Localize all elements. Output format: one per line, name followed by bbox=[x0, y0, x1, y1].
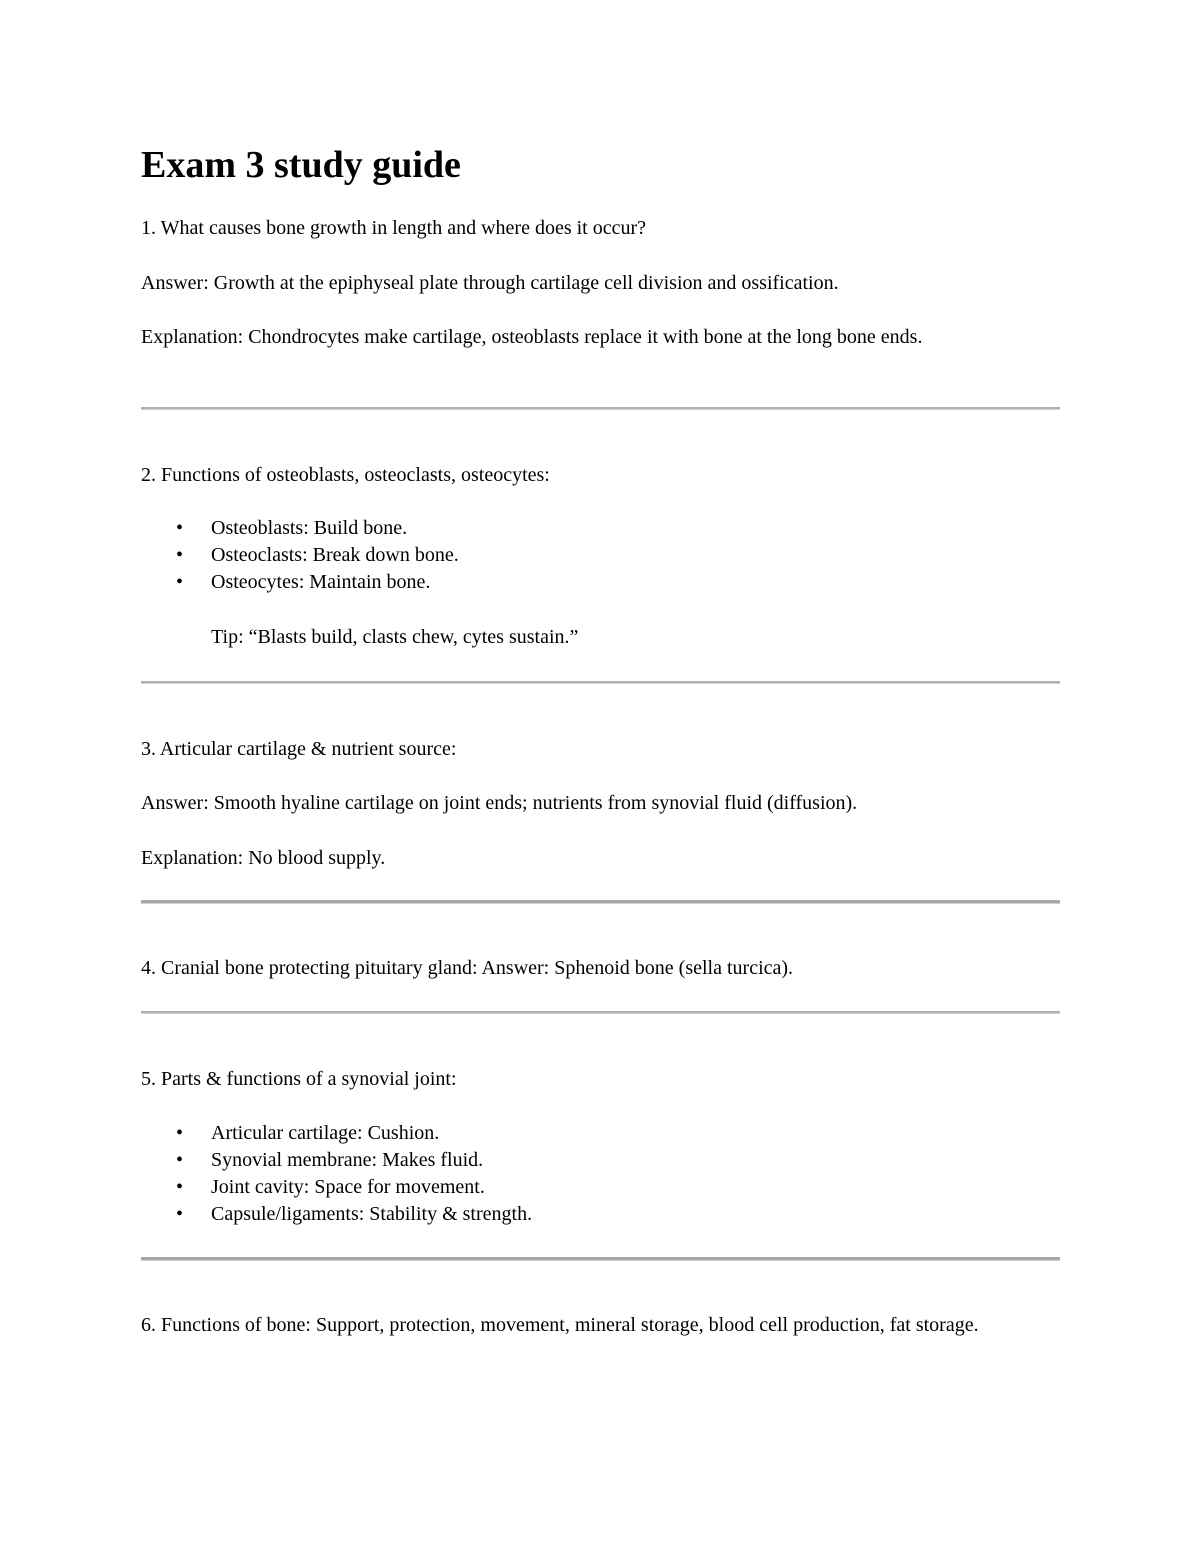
list-item-text: Articular cartilage: Cushion. bbox=[211, 1122, 440, 1144]
section-divider-3 bbox=[141, 900, 1060, 904]
bullet-icon: • bbox=[176, 517, 184, 539]
section-divider-5 bbox=[141, 1257, 1060, 1261]
question-4: 4. Cranial bone protecting pituitary gland: Answer: Sphenoid bone (sella turcica). bbox=[141, 957, 794, 979]
list-item bbox=[141, 1147, 1041, 1174]
bullet-icon: • bbox=[176, 1149, 184, 1171]
question-2: 2. Functions of osteoblasts, osteoclasts, osteocytes: bbox=[141, 464, 550, 486]
page-title: Exam 3 study guide bbox=[141, 144, 461, 186]
bullet-icon: • bbox=[176, 544, 184, 566]
bullet-icon: • bbox=[176, 571, 184, 593]
list-item-text: Osteoblasts: Build bone. bbox=[211, 517, 408, 539]
tip-2: Tip: “Blasts build, clasts chew, cytes sustain.” bbox=[211, 626, 579, 648]
answer-3: Answer: Smooth hyaline cartilage on joint ends; nutrients from synovial fluid (diffusion). bbox=[141, 792, 858, 814]
list-item bbox=[141, 515, 1041, 542]
section-divider-1 bbox=[141, 407, 1060, 410]
bullet-icon: • bbox=[176, 1122, 184, 1144]
explanation-1: Explanation: Chondrocytes make cartilage, osteoblasts replace it with bone at the long bone ends. bbox=[141, 326, 923, 348]
bullet-icon: • bbox=[176, 1203, 184, 1225]
list-item-text: Osteoclasts: Break down bone. bbox=[211, 544, 459, 566]
list-item-text: Synovial membrane: Makes fluid. bbox=[211, 1149, 484, 1171]
list-item-text: Capsule/ligaments: Stability & strength. bbox=[211, 1203, 533, 1225]
list-item-text: Osteocytes: Maintain bone. bbox=[211, 571, 431, 593]
explanation-3: Explanation: No blood supply. bbox=[141, 847, 386, 869]
bullet-list-5 bbox=[141, 1120, 1041, 1228]
question-1: 1. What causes bone growth in length and where does it occur? bbox=[141, 217, 647, 239]
list-item bbox=[141, 569, 1041, 596]
list-item-text: Joint cavity: Space for movement. bbox=[211, 1176, 485, 1198]
section-divider-2 bbox=[141, 681, 1060, 684]
question-6: 6. Functions of bone: Support, protection, movement, mineral storage, blood cell production, fat storage. bbox=[141, 1314, 979, 1336]
list-item bbox=[141, 1174, 1041, 1201]
list-item bbox=[141, 1201, 1041, 1228]
question-3: 3. Articular cartilage & nutrient source: bbox=[141, 738, 457, 760]
answer-1: Answer: Growth at the epiphyseal plate through cartilage cell division and ossification. bbox=[141, 272, 839, 294]
bullet-icon: • bbox=[176, 1176, 184, 1198]
section-divider-4 bbox=[141, 1011, 1060, 1014]
list-item bbox=[141, 542, 1041, 569]
list-item bbox=[141, 1120, 1041, 1147]
bullet-list-2 bbox=[141, 515, 1041, 596]
question-5: 5. Parts & functions of a synovial joint: bbox=[141, 1068, 457, 1090]
